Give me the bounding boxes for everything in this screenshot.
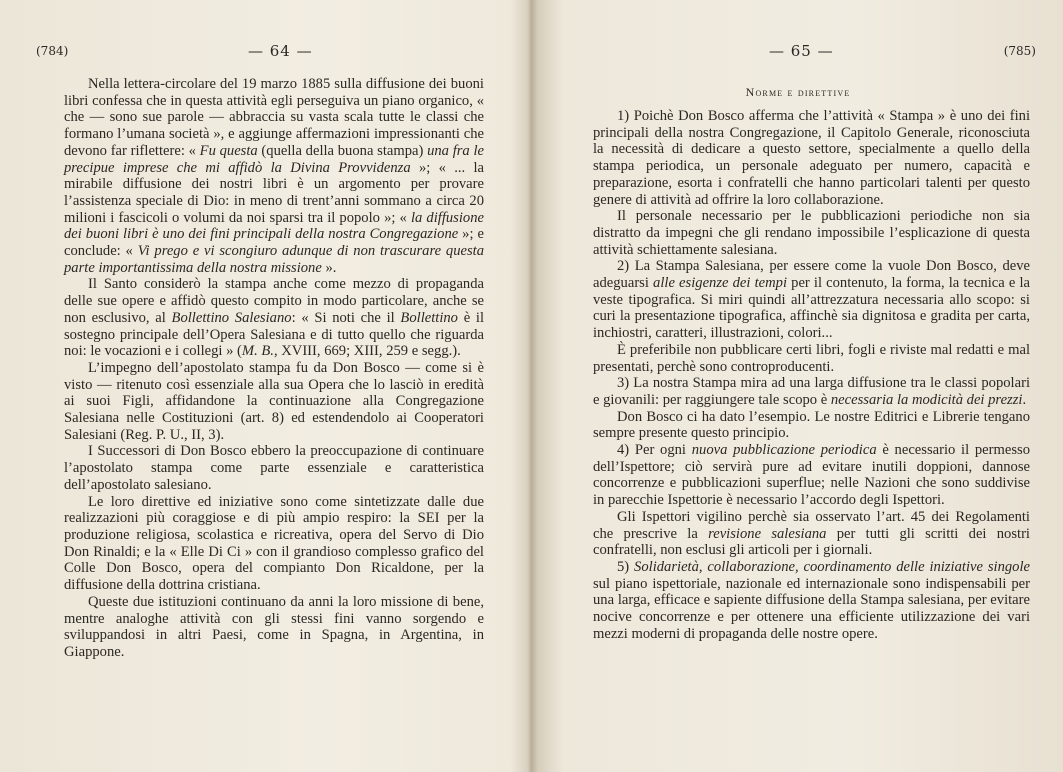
text-run: L’impegno dell’apostolato stampa fu da Don Bosco — come si è visto — ritenuto così essenziale alla sua Opera che lo lasciò in eredità ai suoi Figli, affidandone la continuazione alla Congregazione Salesiana nelle Costituzioni (art. 8) ed estendendolo ai Cooperatori Salesiani (Reg. P. U., II, 3). — [64, 359, 484, 443]
italic-run: revisione salesiana — [708, 525, 827, 542]
text-run: 5) — [617, 558, 635, 575]
text-run: È preferibile non pubblicare certi libri, fogli e riviste mal redatti e mal presentati, perchè sono controproducenti. — [593, 341, 1030, 375]
text-run: 1) Poichè Don Bosco afferma che l’attività « Stampa » è uno dei fini principali della nostra Congregazione, il Capitolo Generale, riconosciuta la necessità di dedicare a questo settore, specialmente a quello della stampa periodica, un personale adeguato per numero, capacità e preparazione, esorta i confratelli che hanno particolari talenti per questo genere di attività ad offrire la loro collaborazione. — [593, 108, 1030, 208]
paragraph — [64, 360, 484, 444]
paragraph — [593, 509, 1030, 559]
italic-run: M. B. — [241, 343, 274, 360]
text-run: ». — [321, 259, 337, 276]
text-run: per tutti gli scritti dei nostri confratelli, non esclusi gli articoli per i giornali. — [593, 525, 1030, 559]
section-title — [533, 85, 1063, 100]
paragraph — [64, 276, 484, 360]
paragraph — [64, 594, 484, 661]
paragraph — [593, 559, 1030, 643]
text-run: Don Bosco ci ha dato l’esempio. Le nostre Editrici e Librerie tengano sempre presente questo principio. — [593, 408, 1030, 442]
text-run: Le loro direttive ed iniziative sono come sintetizzate dalle due realizzazioni più coraggiose e di più ampio respiro: la SEI per la produzione religiosa, scolastica e ricreativa, opera del Servo di Dio Don Rinaldi; e la « Elle Di Ci » con il grandioso complesso grafico del Colle Don Bosco, opera del compianto Don Ricaldone, per la diffusione della dottrina cristiana. — [64, 493, 484, 594]
left-page-number: — 64 — — [248, 42, 313, 60]
right-page-body — [593, 108, 1030, 643]
text-run: »; « ... la mirabile diffusione dei nostri libri è un argomento per provare l’assistenza speciale di Dio: in meno di trent’anni sommano a circa 20 milioni i fascicoli o volumi da noi sparsi tra il popolo »; « — [64, 159, 484, 226]
text-run: sul piano ispettoriale, nazionale ed internazionale sono indispensabili per una larga, efficace e sapiente diffusione della Stampa salesiana, per evitare nocive concorrenze e per ottenere una efficiente utilizzazione dei vari mezzi moderni di propaganda delle nostre opere. — [593, 575, 1030, 642]
right-running-head: (785) — [1003, 44, 1036, 58]
paragraph — [593, 375, 1030, 408]
text-run: è necessario il permesso dell’Ispettore; ciò servirà pure ad evitare inutili doppioni, dannose concorrenze e pubblicazioni superflue; nelle Nazioni che sono suddivise in parecchie Ispettorie è necessario l’accordo degli Ispettori. — [593, 442, 1030, 509]
italic-run: necessaria la modicità dei prezzi — [830, 391, 1023, 408]
left-page-body — [64, 76, 484, 661]
italic-run: Fu questa — [199, 142, 258, 159]
italic-run: una fra le precipue imprese che mi affidò la Divina Provvidenza — [64, 142, 484, 176]
italic-run: la diffusione dei buoni libri è uno dei fini principali della nostra Congregazione — [64, 209, 484, 243]
text-run: , XVIII, 669; XIII, 259 e segg.). — [273, 343, 461, 360]
section-title-text: Norme e direttive — [745, 85, 851, 99]
paragraph — [64, 76, 484, 276]
text-run: per il contenuto, la forma, la tecnica e la veste tipografica. Si miri quindi all’attrezzatura necessaria allo scopo: si curi la presentazione tipografica, affinchè sia dignitosa e gradita per carta, inchiostri, caratteri, illustrazioni, colori... — [593, 275, 1030, 342]
text-run: 2) La Stampa Salesiana, per essere come la vuole Don Bosco, deve adeguarsi — [593, 258, 1030, 292]
text-run: è il sostegno principale dell’Opera Salesiana e di tutto quello che riguarda noi: le vocazioni e i collegi » ( — [64, 309, 484, 360]
text-run: Queste due istituzioni continuano da anni la loro missione di bene, mentre analoghe attività con gli stessi fini vanno sorgendo e sviluppandosi in altri Paesi, come in Spagna, in Argentina, in Giappone. — [64, 593, 484, 660]
text-run: Il Santo considerò la stampa anche come mezzo di propaganda delle sue opere e affidò questo compito in modo particolare, anche se non esclusivo, al — [64, 276, 484, 326]
text-run: Gli Ispettori vigilino perchè sia osservato l’art. 45 dei Regolamenti che prescrive la — [593, 508, 1030, 542]
text-run: (quella della buona stampa) — [257, 142, 428, 159]
text-run: : « Si noti che il — [291, 309, 401, 326]
paragraph — [593, 258, 1030, 342]
text-run: Il personale necessario per le pubblicazioni periodiche non sia distratto da impegni che gli rendano impossibile l’esplicazione di questa attività schiettamente salesiana. — [593, 208, 1030, 258]
italic-run: Bollettino Salesiano — [171, 309, 292, 326]
paragraph — [593, 108, 1030, 208]
left-page — [0, 0, 530, 772]
paragraph — [64, 443, 484, 493]
paragraph — [593, 442, 1030, 509]
text-run: 3) La nostra Stampa mira ad una larga diffusione tra le classi popolari e giovanili: per raggiungere tale scopo è — [593, 375, 1030, 408]
italic-run: Bollettino — [400, 309, 458, 326]
paragraph — [593, 409, 1030, 442]
left-running-head: (784) — [36, 44, 69, 58]
paragraph — [64, 494, 484, 594]
paragraph — [593, 208, 1030, 258]
text-run: I Successori di Don Bosco ebbero la preoccupazione di continuare l’apostolato stampa come parte essenziale e caratteristica dell’apostolato salesiano. — [64, 443, 484, 493]
text-run: Nella lettera-circolare del 19 marzo 1885 sulla diffusione dei buoni libri confessa che in questa attività egli perseguiva un piano organico, « che — sono sue parole — abbraccia su vasta scala tutte le classi che formano l’umana società », e aggiunge affermazioni impressionanti che devono far riflettere: « — [64, 76, 484, 159]
italic-run: nuova pubblicazione periodica — [691, 442, 877, 459]
italic-run: Solidarietà, collaborazione, coordinamento delle iniziative singole — [634, 558, 1030, 575]
text-run: 4) Per ogni — [617, 442, 692, 459]
text-run: . — [1022, 391, 1027, 408]
text-run: »; e conclude: « — [64, 226, 484, 260]
italic-run: alle esigenze dei tempi — [653, 275, 788, 292]
paragraph — [593, 342, 1030, 375]
italic-run: Vi prego e vi scongiuro adunque di non trascurare questa parte importantissima della nostra missione — [64, 243, 485, 276]
right-page — [533, 0, 1063, 772]
right-page-number: — 65 — — [769, 42, 834, 60]
